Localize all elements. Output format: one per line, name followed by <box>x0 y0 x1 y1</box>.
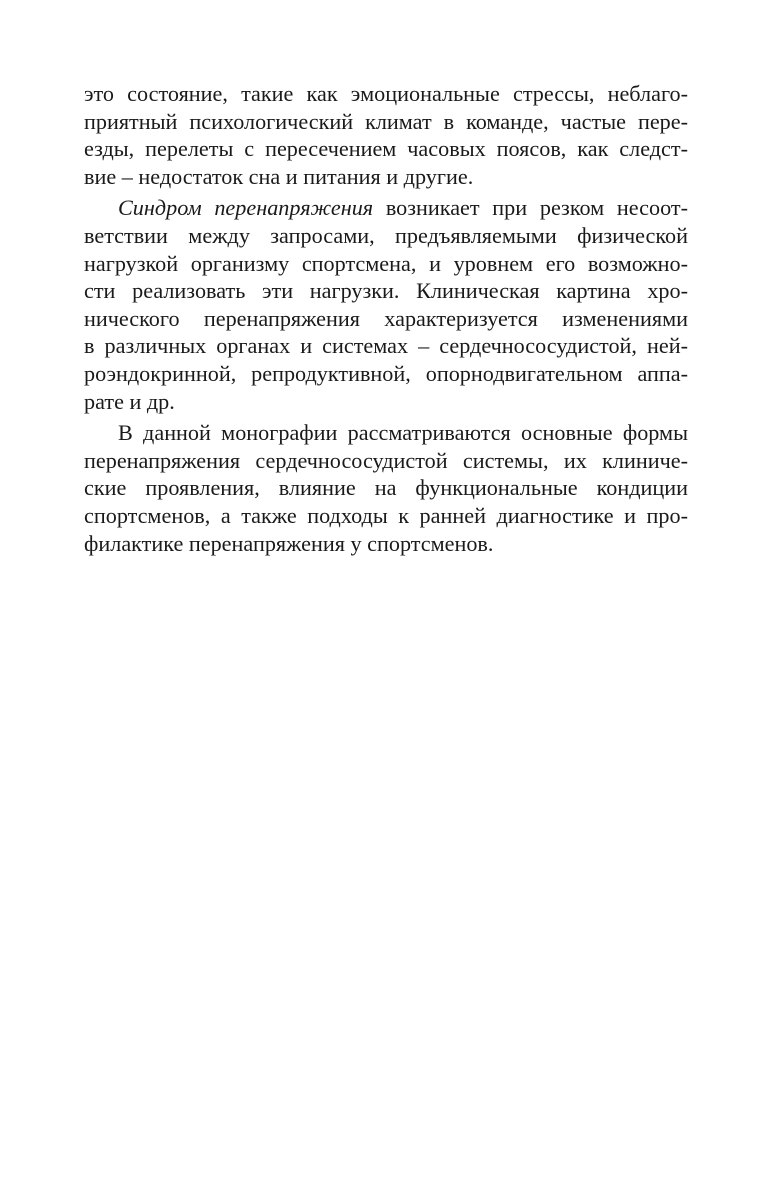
text-line: перенапряжения сердечнососудистой системы, их клиниче- <box>84 447 688 473</box>
paragraph-1 <box>84 80 688 190</box>
text-line: вие – недостаток сна и питания и другие. <box>84 163 474 189</box>
text-line: это состояние, такие как эмоциональные стрессы, неблаго- <box>84 81 688 106</box>
text-line-first: В данной монографии рассматриваются основные формы <box>118 420 688 446</box>
text-line: приятный психологический климат в команде, частые пере- <box>84 108 688 134</box>
text-line: в различных органах и системах – сердечнососудистой, ней- <box>84 333 688 359</box>
text-fragment: возникает при резком несоот- <box>373 195 688 221</box>
text-line: ские проявления, влияние на функциональные кондиции <box>84 475 688 501</box>
page-text-block <box>84 80 688 557</box>
text-line: роэндокринной, репродуктивной, опорнодвигательном аппа- <box>84 360 688 386</box>
text-line-first <box>84 194 688 222</box>
italic-term: Синдром перенапряжения <box>118 195 374 221</box>
text-line: нагрузкой организму спортсмена, и уровнем его возможно- <box>84 250 688 276</box>
text-line: сти реализовать эти нагрузки. Клиническая картина хро- <box>84 278 688 304</box>
text-line: рате и др. <box>84 388 175 414</box>
paragraph-2 <box>84 194 688 415</box>
text-line: езды, перелеты с пересечением часовых поясов, как следст- <box>84 136 688 162</box>
text-line: филактике перенапряжения у спортсменов. <box>84 530 494 556</box>
text-line: ветствии между запросами, предъявляемыми физической <box>84 222 688 248</box>
text-line: спортсменов, а также подходы к ранней диагностике и про- <box>84 502 688 528</box>
text-line: нического перенапряжения характеризуется изменениями <box>84 305 688 331</box>
paragraph-3 <box>84 419 688 557</box>
